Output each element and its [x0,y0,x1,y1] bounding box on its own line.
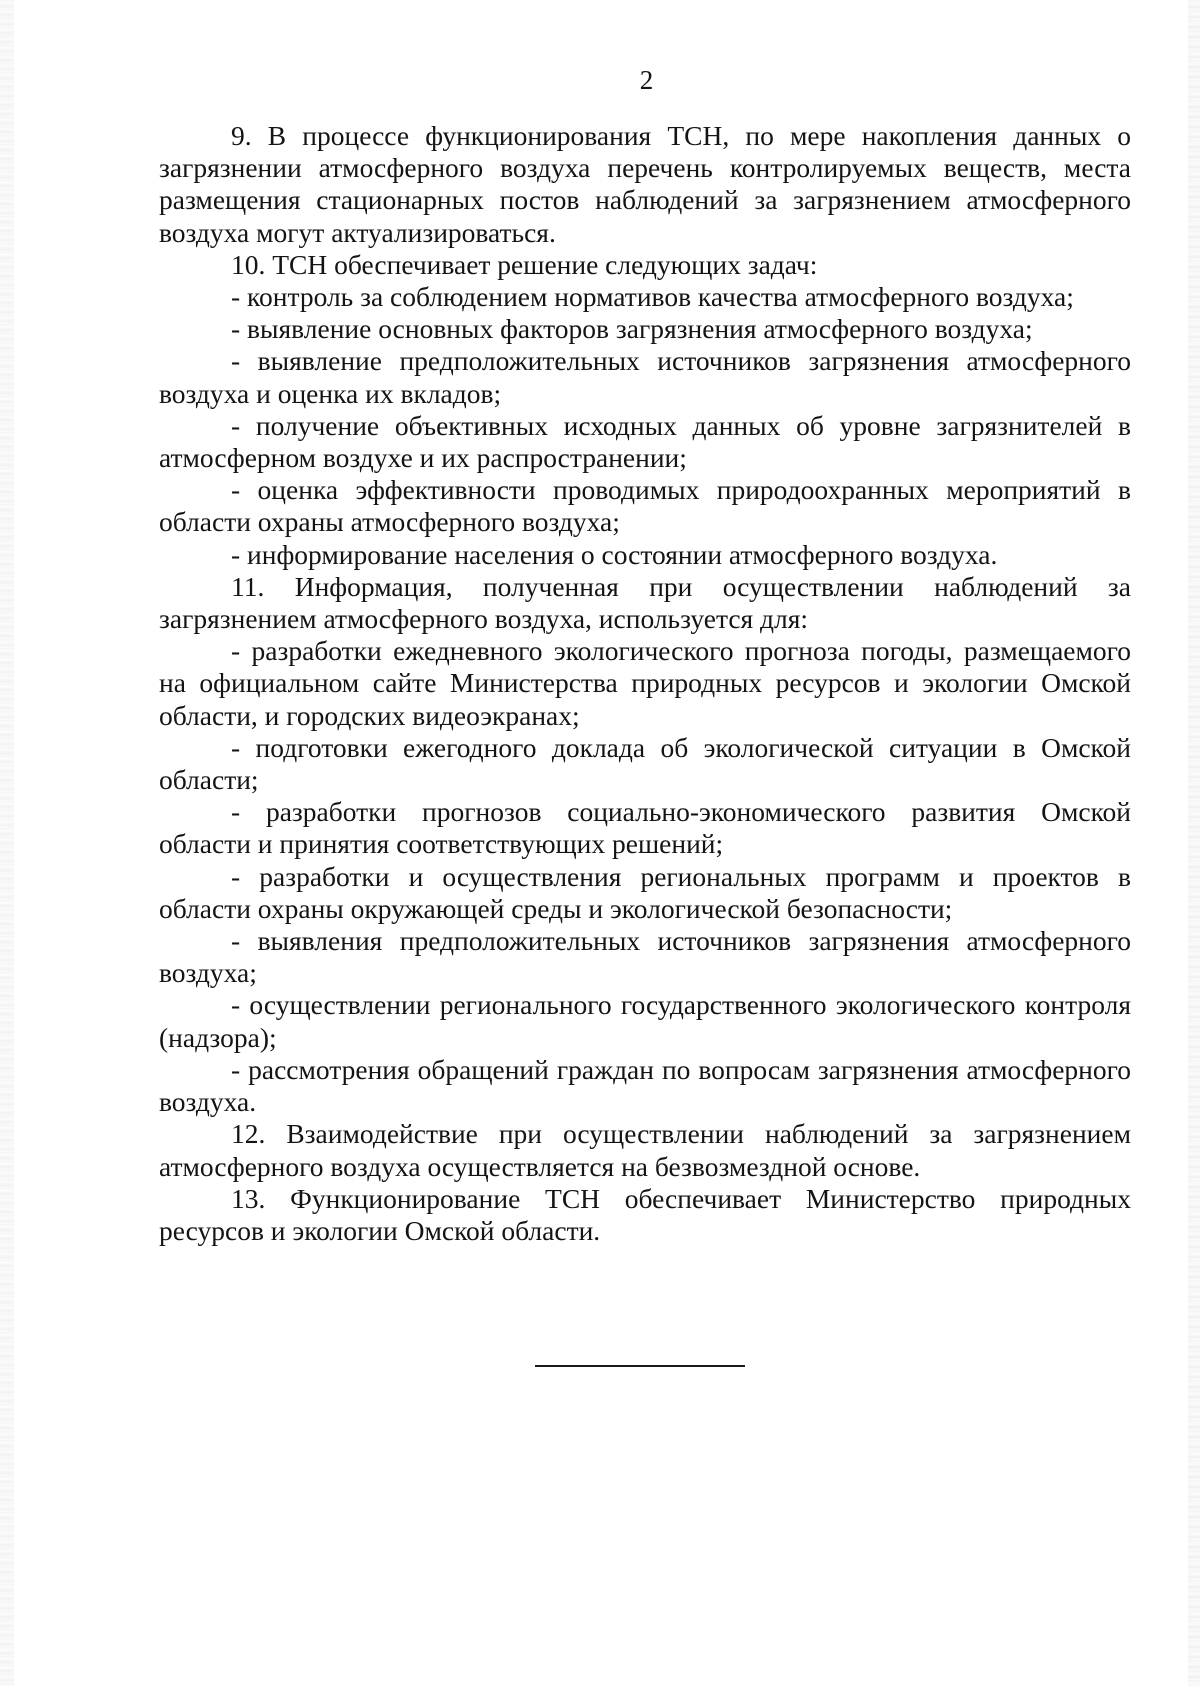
document-body [159,120,1131,1247]
list-item-use-5: - выявления предположительных источников загрязнения атмосферного воздуха; [159,925,1131,989]
list-item-task-1: - контроль за соблюдением нормативов качества атмосферного воздуха; [231,281,1074,313]
paragraph-11: 11. Информация, полученная при осуществлении наблюдений за загрязнением атмосферного воздуха, используется для: [159,570,1131,635]
list-item-task-4: - получение объективных исходных данных об уровне загрязнителей в атмосферном воздухе и их распространении; [159,409,1131,474]
paragraph-13: 13. Функционирование ТСН обеспечивает Министерство природных ресурсов и экологии Омской области. [159,1182,1131,1246]
scan-edge-left [0,0,14,1686]
list-item-use-4: - разработки и осуществления региональных программ и проектов в области охраны окружающей среды и экологической безопасности; [159,860,1131,924]
paragraph-9: 9. В процессе функционирования ТСН, по мере накопления данных о загрязнении атмосферного воздуха перечень контролируемых веществ, места размещения стационарных постов наблюдений за загрязнением атмосферного воздуха могут актуализироваться. [159,120,1131,248]
list-item-use-7: - рассмотрения обращений граждан по вопросам загрязнения атмосферного воздуха. [159,1053,1131,1118]
list-item-use-3: - разработки прогнозов социально-экономического развития Омской области и принятия соответствующих решений; [159,796,1131,860]
list-item-use-1: - разработки ежедневного экологического прогноза погоды, размещаемого на официальном сайте Министерства природных ресурсов и экологии Омской области, и городских видеоэкранах; [159,635,1131,731]
paragraph-12: 12. Взаимодействие при осуществлении наблюдений за загрязнением атмосферного воздуха осуществляется на безвозмездной основе. [159,1118,1131,1182]
list-item-task-5: - оценка эффективности проводимых природоохранных мероприятий в области охраны атмосферного воздуха; [159,474,1131,538]
list-item-use-2: - подготовки ежегодного доклада об экологической ситуации в Омской области; [159,731,1131,796]
end-of-document-rule [535,1365,745,1367]
page-number: 2 [639,65,654,95]
paragraph-10: 10. ТСН обеспечивает решение следующих задач: [231,248,818,280]
list-item-task-3: - выявление предположительных источников загрязнения атмосферного воздуха и оценка их вкладов; [159,345,1131,409]
scan-edge-right [1188,0,1200,1686]
list-item-task-2: - выявление основных факторов загрязнения атмосферного воздуха; [231,313,1033,345]
list-item-use-6: - осуществлении регионального государственного экологического контроля (надзора); [159,989,1131,1053]
list-item-task-6: - информирование населения о состоянии атмосферного воздуха. [231,538,998,570]
